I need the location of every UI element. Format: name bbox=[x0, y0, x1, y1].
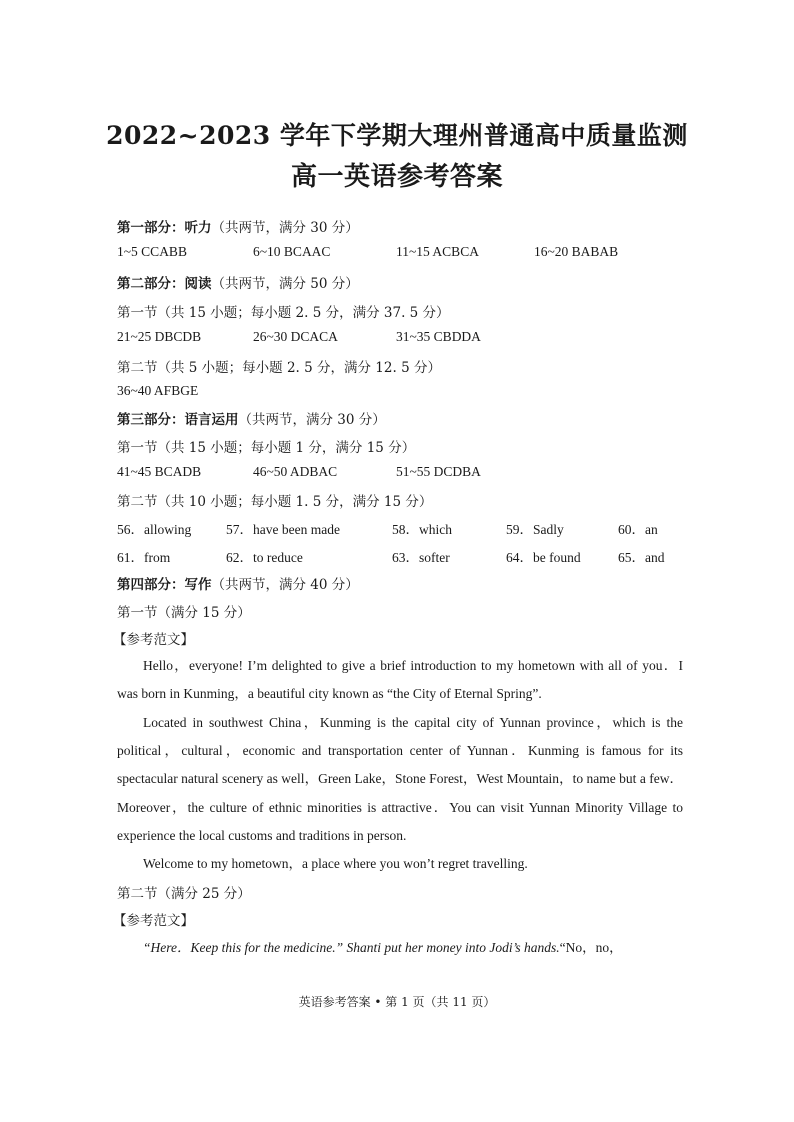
essay-paragraph-text: Welcome to my hometown，a place where you won’t regret travelling. bbox=[143, 856, 528, 871]
sample-essay-label: 【参考范文】 bbox=[113, 632, 194, 648]
page-footer: 英语参考答案 • 第 1 页（共 11 页） bbox=[298, 995, 496, 1009]
answer-group: 21~25 DBCDB bbox=[117, 329, 202, 344]
essay-paragraph bbox=[117, 850, 683, 878]
part4-note: （共两节，满分 40 分） bbox=[211, 577, 359, 593]
answer-group: 26~30 DCACA bbox=[253, 329, 338, 344]
cloze-answer: 56．allowing bbox=[117, 522, 192, 537]
cloze-answer: 62．to reduce bbox=[226, 550, 303, 565]
part2-heading: 第二部分：阅读 bbox=[117, 276, 212, 292]
part3-section2-label: 第二节（共 10 小题；每小题 1. 5 分，满分 15 分） bbox=[117, 494, 433, 510]
part3-heading: 第三部分：语言运用 bbox=[117, 412, 239, 428]
answer-group: 36~40 AFBGE bbox=[117, 383, 199, 398]
part3-header bbox=[117, 408, 386, 428]
part4-header bbox=[117, 573, 359, 593]
cloze-answer: 64．be found bbox=[506, 550, 581, 565]
answer-group: 6~10 BCAAC bbox=[253, 244, 331, 259]
part1-header bbox=[117, 216, 359, 236]
part4-heading: 第四部分：写作 bbox=[117, 577, 212, 593]
story-italic-text: “Here．Keep this for the medicine.” Shanti put her money into Jodi’s hands. bbox=[143, 940, 560, 955]
document-subtitle: 高一英语参考答案 bbox=[290, 162, 503, 192]
answer-group: 11~15 ACBCA bbox=[396, 244, 479, 259]
story-text: “No，no， bbox=[559, 940, 623, 955]
answer-group: 41~45 BCADB bbox=[117, 464, 202, 479]
answer-group: 46~50 ADBAC bbox=[253, 464, 338, 479]
answer-group: 1~5 CCABB bbox=[117, 244, 187, 259]
part3-section1-label: 第一节（共 15 小题；每小题 1 分，满分 15 分） bbox=[117, 440, 416, 456]
cloze-answer: 58．which bbox=[392, 522, 452, 537]
cloze-answer: 63．softer bbox=[392, 550, 450, 565]
part3-note: （共两节，满分 30 分） bbox=[238, 412, 386, 428]
part2-section2-label: 第二节（共 5 小题；每小题 2. 5 分，满分 12. 5 分） bbox=[117, 360, 441, 376]
part1-note: （共两节，满分 30 分） bbox=[211, 220, 359, 236]
part1-heading: 第一部分：听力 bbox=[117, 220, 212, 236]
cloze-answer: 59．Sadly bbox=[506, 522, 564, 537]
essay-paragraph bbox=[117, 652, 683, 708]
essay-paragraph bbox=[117, 709, 683, 850]
part2-section1-label: 第一节（共 15 小题；每小题 2. 5 分，满分 37. 5 分） bbox=[117, 305, 450, 321]
document-title: 2022~2023 学年下学期大理州普通高中质量监测 bbox=[106, 121, 688, 150]
sample-story-label: 【参考范文】 bbox=[113, 913, 194, 929]
part4-section1-label: 第一节（满分 15 分） bbox=[117, 605, 251, 621]
essay-paragraph-text: Hello，everyone! I’m delighted to give a brief introduction to my hometown with all of you．I was born in Kunming，a beautiful city known as “the City of Eternal Spring”. bbox=[117, 658, 683, 702]
part2-header bbox=[117, 272, 359, 292]
part2-note: （共两节，满分 50 分） bbox=[211, 276, 359, 292]
cloze-answer: 61．from bbox=[117, 550, 171, 565]
answer-group: 51~55 DCDBA bbox=[396, 464, 481, 479]
answer-group: 31~35 CBDDA bbox=[396, 329, 481, 344]
cloze-answer: 65．and bbox=[618, 550, 665, 565]
answer-group: 16~20 BABAB bbox=[534, 244, 619, 259]
cloze-answer: 57．have been made bbox=[226, 522, 340, 537]
cloze-answer: 60．an bbox=[618, 522, 658, 537]
essay-paragraph-text: Located in southwest China，Kunming is the capital city of Yunnan province，which is the political，cultural，economic and transportation center of Yunnan．Kunming is famous for its spectacular natural scenery as well，Green Lake，Stone Forest，West Mountain，to name but a few．Moreover，the culture of ethnic minorities is attractive．You can visit Yunnan Minority Village to experience the local customs and traditions in person. bbox=[117, 715, 683, 843]
part4-section2-label: 第二节（满分 25 分） bbox=[117, 886, 251, 902]
story-paragraph bbox=[117, 934, 683, 962]
